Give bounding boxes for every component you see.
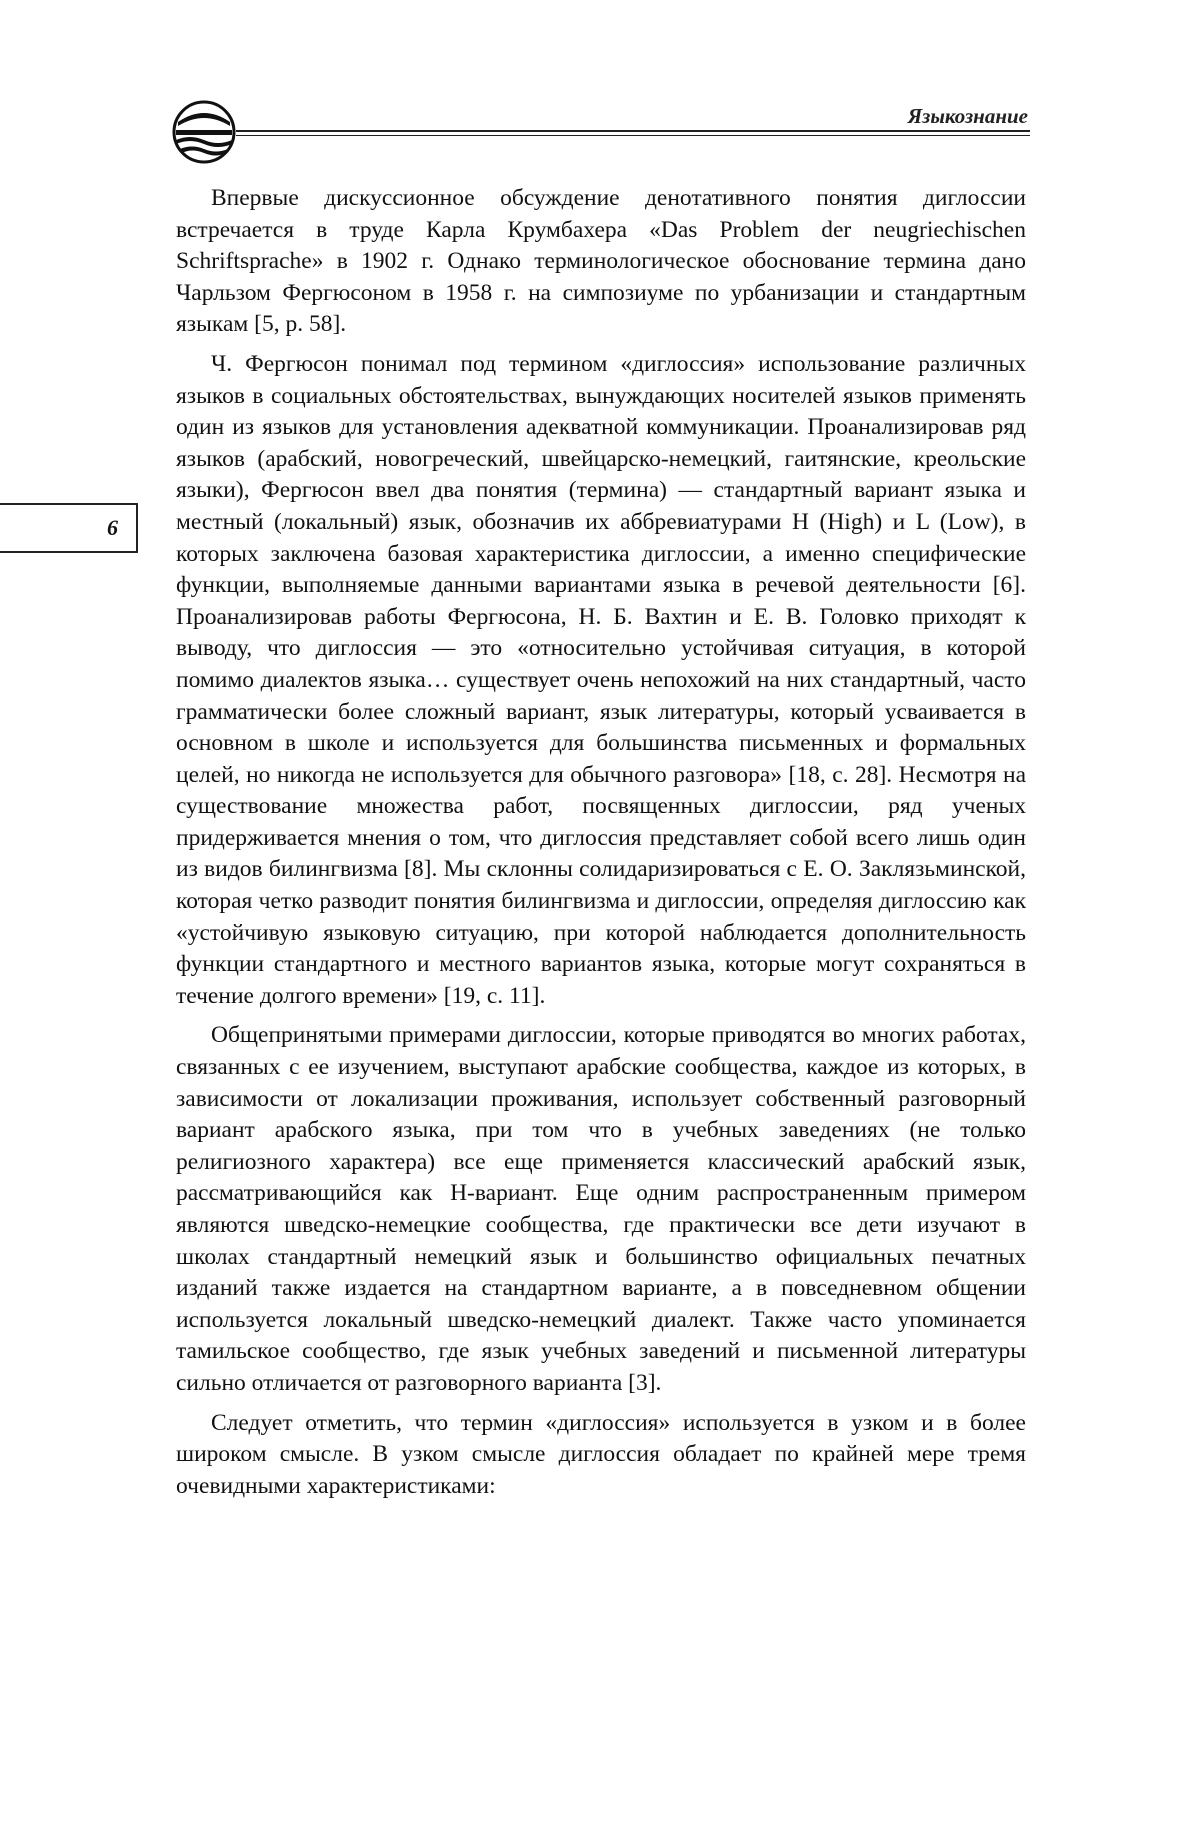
publisher-logo-icon bbox=[170, 98, 238, 166]
paragraph-1: Впервые дискуссионное обсуждение денотативного понятия диглоссии встречается в труде Карла Крумбахера «Das Problem der neugriechischen Schriftsprache» в 1902 г. Однако терминологическое обоснование термина дано Чарльзом Фергюсоном в 1958 г. на симпозиуме по урбанизации и стандартным языкам [5, p. 58]. bbox=[176, 185, 1026, 338]
page-number-tab bbox=[0, 503, 138, 553]
paragraph-3: Общепринятыми примерами диглоссии, которые приводятся во многих работах, связанных с ее изучением, выступают арабские сообщества, каждое из которых, в зависимости от локализации проживания, использует собственный разговорный вариант арабского языка, при том что в учебных заведениях (не только религиозного характера) все еще применяется классический арабский язык, рассматривающийся как H-вариант. Еще одним распространенным примером являются шведско-немецкие сообщества, где практически все дети изучают в школах стандартный немецкий язык и большинство официальных печатных изданий также издается на стандартном варианте, а в повседневном общении используется локальный шведско-немецкий диалект. Также часто упоминается тамильское сообщество, где язык учебных заведений и письменной литературы сильно отличается от разговорного варианта [3]. bbox=[176, 1022, 1026, 1396]
paragraph-4: Следует отметить, что термин «диглоссия» используется в узком и в более широком смысле. В узком смысле диглоссия обладает по крайней мере тремя очевидными характеристиками: bbox=[176, 1409, 1026, 1499]
header-rule bbox=[236, 130, 1030, 132]
header-rule-thin bbox=[236, 135, 1030, 136]
page-number: 6 bbox=[107, 515, 118, 540]
body-text bbox=[176, 183, 1026, 1510]
section-title: Языкознание bbox=[907, 104, 1028, 128]
paragraph-2: Ч. Фергюсон понимал под термином «диглоссия» использование различных языков в социальных обстоятельствах, вынуждающих носителей языков применять один из языков для установления адекватной коммуникации. Проанализировав ряд языков (арабский, новогреческий, швейцарско-немецкий, гаитянские, креольские языки), Фергюсон ввел два понятия (термина) — стандартный вариант языка и местный (локальный) язык, обозначив их аббревиатурами H (High) и L (Low), в которых заключена базовая характеристика диглоссии, а именно специфические функции, выполняемые данными вариантами языка в речевой деятельности [6]. Проанализировав работы Фергюсона, Н. Б. Вахтин и Е. В. Головко приходят к выводу, что диглоссия — это «относительно устойчивая ситуация, в которой помимо диалектов языка… существует очень непохожий на них стандартный, часто грамматически более сложный вариант, язык литературы, который усваивается в основном в школе и используется для большинства письменных и формальных целей, но никогда не используется для обычного разговора» [18, с. 28]. Несмотря на существование множества работ, посвященных диглоссии, ряд ученых придерживается мнения о том, что диглоссия представляет собой всего лишь один из видов билингвизма [8]. Мы склонны солидаризироваться с Е. О. Заклязьминской, которая четко разводит понятия билингвизма и диглоссии, определяя диглоссию как «устойчивую языковую ситуацию, при которой наблюдается дополнительность функции стандартного и местного вариантов языка, которые могут сохраняться в течение долгого времени» [19, с. 11]. bbox=[176, 350, 1026, 1009]
